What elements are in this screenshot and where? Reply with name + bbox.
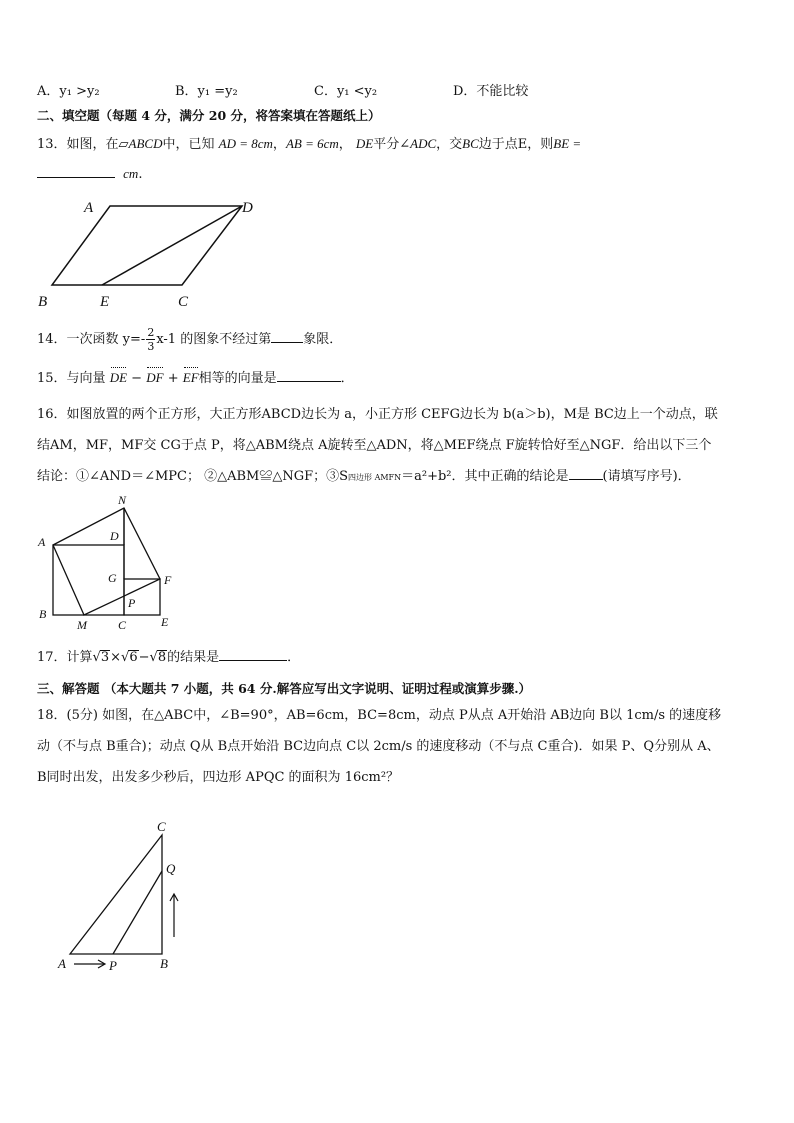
answer-blank[interactable] bbox=[569, 467, 603, 480]
label-m: M bbox=[77, 618, 87, 632]
q17-text: 17．计算√3×√6−√8的结果是 ． bbox=[37, 650, 301, 665]
quadrilateral-amfn bbox=[53, 508, 160, 615]
label-e: E bbox=[100, 294, 110, 310]
q15-text: 15．与向量 DE − DF + EF相等的向量是 ． bbox=[37, 370, 354, 386]
label-c: C bbox=[118, 618, 127, 632]
label-p: P bbox=[109, 958, 117, 973]
label-c: C bbox=[178, 294, 189, 310]
answer-blank[interactable] bbox=[37, 165, 115, 178]
label-a: A bbox=[58, 956, 66, 971]
q16-line1: 16．如图放置的两个正方形，大正方形ABCD边长为 a，小正方形 CEFG边长为 b(a＞b)，M是 BC边上一个动点，联 bbox=[37, 407, 718, 422]
parallelogram-abcd bbox=[52, 206, 242, 285]
answer-blank[interactable] bbox=[271, 330, 303, 343]
q18-triangle-figure bbox=[50, 815, 200, 975]
label-a: A bbox=[38, 535, 46, 549]
section2-heading: 二、填空题（每题 4 分，满分 20 分，将答案填在答题纸上） bbox=[37, 108, 381, 123]
label-b: B bbox=[38, 294, 48, 310]
segment-pq bbox=[113, 871, 162, 954]
q12-option-c: C．y₁ <y₂ bbox=[314, 84, 378, 99]
label-g: G bbox=[108, 571, 117, 585]
q12-option-b: B．y₁ =y₂ bbox=[175, 84, 238, 99]
label-d: D bbox=[110, 529, 119, 543]
q14-text: 14．一次函数 y=- $\frac{2}{3}$ x-1 的图象不经过第 象限． bbox=[37, 326, 343, 353]
label-a: A bbox=[84, 200, 94, 216]
q12-option-a: A．y₁ >y₂ bbox=[37, 84, 100, 99]
vector-ef: EF bbox=[183, 368, 199, 388]
q13-text: 13．如图，在▱ABCD中，已知 AD = 8cm，AB = 6cm， DE平分∠ADC，交BC边于点E，则BE = bbox=[37, 136, 582, 152]
label-b: B bbox=[160, 956, 168, 971]
label-d: D bbox=[242, 200, 253, 216]
section3-heading: 三、解答题 （本大题共 7 小题，共 64 分.解答应写出文字说明、证明过程或演算步骤.） bbox=[37, 681, 532, 696]
vector-df: DF bbox=[146, 368, 163, 388]
q18-line3: B同时出发，出发多少秒后，四边形 APQC 的面积为 16cm²？ bbox=[37, 770, 400, 785]
label-b: B bbox=[39, 607, 47, 621]
q12-option-d: D．不能比较 bbox=[453, 84, 529, 99]
label-n: N bbox=[118, 493, 127, 507]
vector-de: DE bbox=[110, 368, 127, 388]
label-q: Q bbox=[166, 861, 176, 876]
segment-de bbox=[102, 206, 242, 285]
q13-answer-line: cm. bbox=[37, 164, 142, 185]
q18-line1: 18．(5分) 如图，在△ABC中，∠B=90°，AB=6cm，BC=8cm，动点 P从点 A开始沿 AB边向 B以 1cm/s 的速度移 bbox=[37, 708, 722, 723]
q16-line2: 结AM，MF，MF交 CG于点 P，将△ABM绕点 A旋转至△ADN，将△MEF绕点 F旋转恰好至△NGF．给出以下三个 bbox=[37, 438, 712, 453]
label-e: E bbox=[161, 615, 169, 629]
q18-line2: 动（不与点 B重合)；动点 Q从 B点开始沿 BC边向点 C以 2cm/s 的速度移动（不与点 C重合)．如果 P、Q分别从 A、 bbox=[37, 739, 720, 754]
answer-blank[interactable] bbox=[277, 369, 341, 382]
label-f: F bbox=[164, 573, 172, 587]
q13-parallelogram-figure bbox=[30, 192, 270, 312]
label-c: C bbox=[157, 819, 166, 834]
answer-blank[interactable] bbox=[219, 648, 287, 661]
q16-line3: 结论：①∠AND＝∠MPC； ②△ABM≌△NGF；③S四边形 AMFN＝a²+b²．其中正确的结论是 (请填写序号)． bbox=[37, 469, 691, 484]
fraction: $\frac{2}{3}$ bbox=[147, 326, 155, 353]
label-p: P bbox=[128, 596, 136, 610]
q16-squares-figure bbox=[30, 490, 190, 635]
